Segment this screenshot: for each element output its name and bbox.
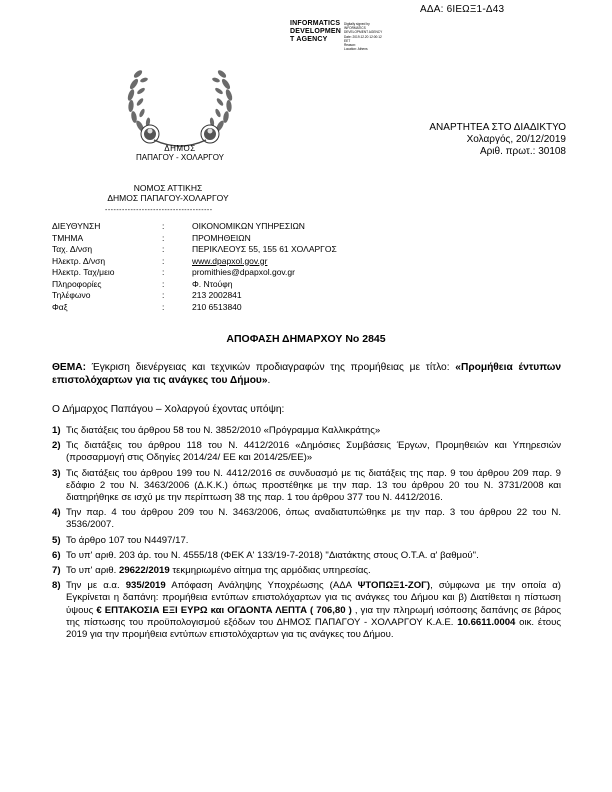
authority-header: ΝΟΜΟΣ ΑΤΤΙΚΗΣ ΔΗΜΟΣ ΠΑΠΑΓΟΥ-ΧΟΛΑΡΓΟΥ	[107, 183, 229, 203]
header-separator: --------------------------------------	[105, 207, 213, 214]
publication-info: ΑΝΑΡΤΗΤΕΑ ΣΤΟ ΔΙΑΔΙΚΤΥΟ Χολαργός, 20/12/2019 Αριθ. πρωτ.: 30108	[429, 122, 566, 157]
subject-paragraph: ΘΕΜΑ: Έγκριση διενέργειας και τεχνικών προδιαγραφών της προμήθειας με τίτλο: «Προμήθεια έντυπων επιστολόχαρτων για τις ανάγκες του Δήμου».	[52, 362, 561, 386]
info-row: Ηλεκτρ. Ταχ/μειο : promithies@dpapxol.gov.gr	[52, 267, 295, 277]
intro-paragraph: Ο Δήμαρχος Παπάγου – Χολαργού έχοντας υπόψη:	[52, 404, 285, 415]
list-item: 8) Την με α.α. 935/2019 Απόφαση Ανάληψης Υποχρέωσης (ΑΔΑ ΨΤΟΠΩΞ1-ΖΟΓ), σύμφωνα με την οποία α) Εγκρίνεται η δαπάνη: προμήθεια εντύπων επιστολόχαρτων για τις ανάγκες του Δήμου και β) Διατίθεται η πίστωση ύψους € ΕΠΤΑΚΟΣΙΑ ΕΞΙ ΕΥΡΩ και ΟΓΔΟΝΤΑ ΛΕΠΤΑ ( 706,80 ) , για την πληρωμή ισόποσης δαπάνης σε βάρος της πίστωσης του προϋπολογισμού εξόδων του ΔΗΜΟΣ ΠΑΠΑΓΟΥ - ΧΟΛΑΡΓΟΥ Κ.Α.Ε. 10.6611.0004 οικ. έτους 2019 για την προμήθεια εντύπων επιστολόχαρτων για τις ανάγκες του Δήμου.	[52, 580, 561, 641]
municipality-logo	[110, 60, 250, 180]
list-item: 3) Τις διατάξεις του άρθρου 199 του Ν. 4412/2016 σε συνδυασμό με τις διατάξεις της παρ. 9 του άρθρου 209 παρ. 9 εδάφιο 2 του Ν. 3463/2006 (Δ.Κ.Κ.) όπως προστέθηκε με την παρ. 13 του άρθρου 20 του Ν. 3731/2008 και διατηρήθηκε σε ισχύ με την περίπτωση 38 της παρ. 1 του άρθρου 377 του Ν. 4412/2016.	[52, 467, 561, 504]
stamp-agency-name: INFORMATICS DEVELOPMEN T AGENCY	[290, 20, 342, 43]
list-item: 1) Τις διατάξεις του άρθρου 58 του Ν. 3852/2010 «Πρόγραμμα Καλλικράτης»	[52, 425, 381, 436]
laurel-wreath-icon	[110, 60, 250, 180]
contact-info-table	[52, 221, 337, 313]
info-row: Πληροφορίες : Φ. Ντούφη	[52, 278, 233, 289]
info-row: Φαξ : 210 6513840	[52, 301, 242, 312]
decision-title: ΑΠΟΦΑΣΗ ΔΗΜΑΡΧΟΥ Νο 2845	[226, 333, 386, 345]
considerations-list	[52, 425, 561, 644]
logo-name: ΔΗΜΟΣ ΠΑΠΑΓΟΥ - ΧΟΛΑΡΓΟΥ	[135, 144, 225, 162]
stamp-details: Digitally signed by INFORMATICS DEVELOPMENT AGENCY Date: 2019.12.20 12:00:12 EET Reason: Location: Athens	[344, 22, 383, 52]
ada-code: ΑΔΑ: 6ΙΕΩΞ1-Δ43	[420, 4, 505, 15]
list-item: 7) Το υπ' αριθ. 29622/2019 τεκμηριωμένο αίτημα της αρμόδιας υπηρεσίας.	[52, 565, 371, 577]
info-row: Ηλεκτρ. Δ/νση : www.dpapxol.gov.gr	[52, 255, 268, 266]
info-row: ΤΜΗΜΑ : ΠΡΟΜΗΘΕΙΩΝ	[52, 232, 251, 243]
info-row: ΔΙΕΥΘΥΝΣΗ : ΟΙΚΟΝΟΜΙΚΩΝ ΥΠΗΡΕΣΙΩΝ	[52, 221, 305, 231]
website-link[interactable]: www.dpapxol.gov.gr	[192, 255, 268, 266]
info-row: Ταχ. Δ/νση : ΠΕΡΙΚΛΕΟΥΣ 55, 155 61 ΧΟΛΑΡΓΟΣ	[52, 244, 337, 254]
list-item: 5) Το άρθρο 107 του Ν4497/17.	[52, 534, 189, 546]
list-item: 4) Την παρ. 4 του άρθρου 209 του Ν. 3463/2006, όπως αναδιατυπώθηκε με την παρ. 3 του άρθρου 22 του Ν. 3536/2007.	[52, 507, 561, 531]
list-item: 2) Τις διατάξεις του άρθρου 118 του Ν. 4412/2016 «Δημόσιες Συμβάσεις Έργων, Προμηθειών και Υπηρεσιών (προσαρμογή στις Οδηγίες 2014/24/ ΕΕ και 2014/25/ΕΕ)»	[52, 440, 561, 464]
email-address: promithies@dpapxol.gov.gr	[192, 267, 295, 277]
info-row: Τηλέφωνο : 213 2002841	[52, 290, 242, 300]
list-item: 6) Το υπ' αριθ. 203 άρ. του Ν. 4555/18 (ΦΕΚ Α' 133/19-7-2018) "Διατάκτης στους Ο.Τ.Α. α' βαθμού".	[52, 549, 479, 561]
